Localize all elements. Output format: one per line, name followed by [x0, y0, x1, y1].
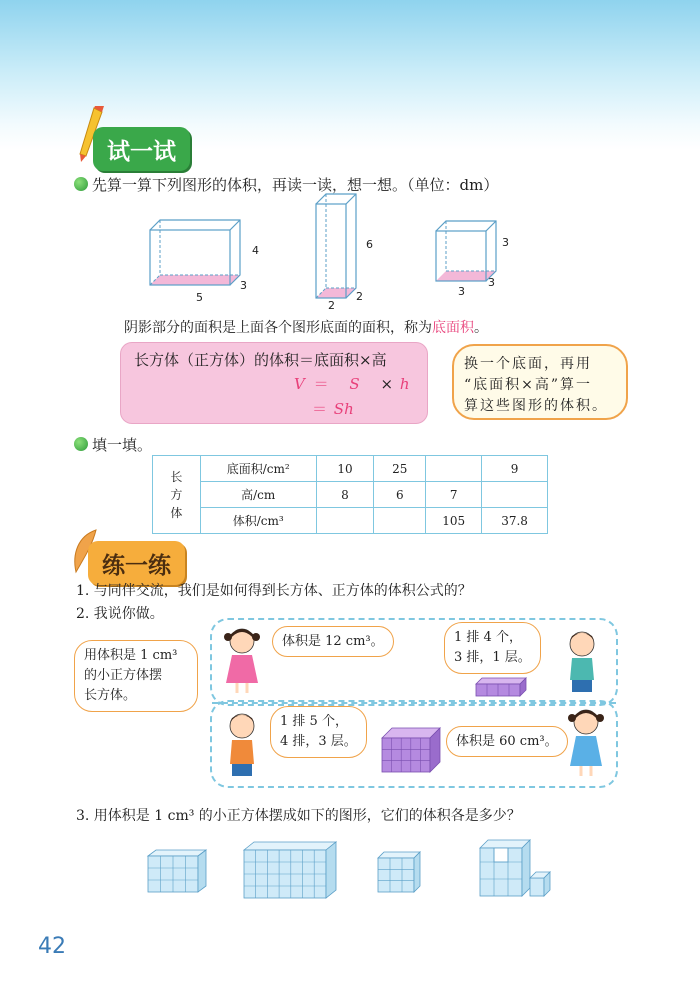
- boy-figure-1: [562, 628, 602, 698]
- bubble-arrangement-5-4-3: 1 排 5 个， 4 排，3 层。: [270, 706, 367, 758]
- table-cell[interactable]: 105: [426, 508, 482, 534]
- cube-shape-d: [478, 838, 552, 902]
- practice-q2: 2. 我说你做。: [76, 606, 164, 622]
- table-cell[interactable]: 25: [374, 456, 426, 482]
- shape1-length: 5: [196, 291, 203, 304]
- table-row-label: 体积/cm³: [200, 508, 316, 534]
- shape2-height: 6: [366, 238, 373, 251]
- section-badge-practice: 练一练: [88, 541, 185, 585]
- fill-in-table: [152, 455, 548, 534]
- cube-stack-60: [380, 726, 442, 778]
- bubble-volume-60: 体积是 60 cm³。: [446, 726, 568, 757]
- cube-shape-c: [376, 850, 422, 898]
- boy-figure-2: [222, 710, 262, 784]
- table-cell[interactable]: [374, 508, 426, 534]
- practice-q1: 1. 与同伴交流，我们是如何得到长方体、正方体的体积公式的？: [76, 583, 472, 599]
- hint-line-2: “底面积×高”算一: [464, 377, 593, 393]
- cube-shape-a: [146, 848, 208, 898]
- scene-divider: [212, 702, 616, 704]
- table-cell[interactable]: [482, 482, 548, 508]
- formula-line-2: V ＝ S × h: [294, 375, 410, 393]
- table-cell[interactable]: 9: [482, 456, 548, 482]
- green-dot-icon: [74, 177, 88, 191]
- base-area-term: 底面积: [432, 320, 474, 336]
- table-cell[interactable]: 10: [316, 456, 374, 482]
- shape2-width: 2: [356, 290, 363, 303]
- table-row-label: 高/cm: [200, 482, 316, 508]
- section-badge-try: 试一试: [93, 127, 190, 171]
- shape3-width: 3: [488, 276, 495, 289]
- table-side-label: 长方体: [153, 456, 201, 534]
- practice-q3: 3. 用体积是 1 cm³ 的小正方体摆成如下的图形，它们的体积各是多少？: [76, 808, 521, 824]
- table-cell[interactable]: 6: [374, 482, 426, 508]
- question-1-prompt: 先算一算下列图形的体积，再读一读，想一想。（单位：dm）: [74, 174, 498, 195]
- cube-figure-3: [430, 215, 510, 294]
- girl-figure-2: [566, 706, 606, 782]
- base-area-note: 阴影部分的面积是上面各个图形底面的面积，称为底面积。: [124, 320, 488, 336]
- cuboid-figure-1: [140, 205, 270, 309]
- question-2-prompt: 填一填。: [74, 434, 152, 455]
- scene-box-top: [210, 618, 618, 706]
- table-cell[interactable]: 37.8: [482, 508, 548, 534]
- table-cell[interactable]: [316, 508, 374, 534]
- hint-line-1: 换一个底面，再用: [464, 356, 592, 372]
- shape3-length: 3: [458, 285, 465, 298]
- table-cell[interactable]: 7: [426, 482, 482, 508]
- left-instruction-bubble: 用体积是 1 cm³ 的小正方体摆 长方体。: [74, 640, 198, 712]
- hint-line-3: 算这些图形的体积。: [464, 398, 608, 414]
- bubble-volume-12: 体积是 12 cm³。: [272, 626, 394, 657]
- green-dot-icon: [74, 437, 88, 451]
- shape1-width: 3: [240, 279, 247, 292]
- girl-figure-1: [222, 625, 262, 699]
- shape1-height: 4: [252, 244, 259, 257]
- formula-line-3: ＝ Sh: [312, 400, 354, 418]
- bubble-arrangement-4-3-1: 1 排 4 个， 3 排，1 层。: [444, 622, 541, 674]
- shape3-height: 3: [502, 236, 509, 249]
- table-cell[interactable]: 8: [316, 482, 374, 508]
- table-row-label: 底面积/cm²: [200, 456, 316, 482]
- table-cell[interactable]: [426, 456, 482, 482]
- cube-stack-12: [474, 676, 528, 704]
- page-number: 42: [38, 934, 66, 959]
- formula-line-1: 长方体（正方体）的体积＝底面积×高: [134, 351, 387, 369]
- shape2-length: 2: [328, 299, 335, 312]
- hint-cloud: [452, 344, 628, 420]
- cube-shape-b: [242, 840, 338, 904]
